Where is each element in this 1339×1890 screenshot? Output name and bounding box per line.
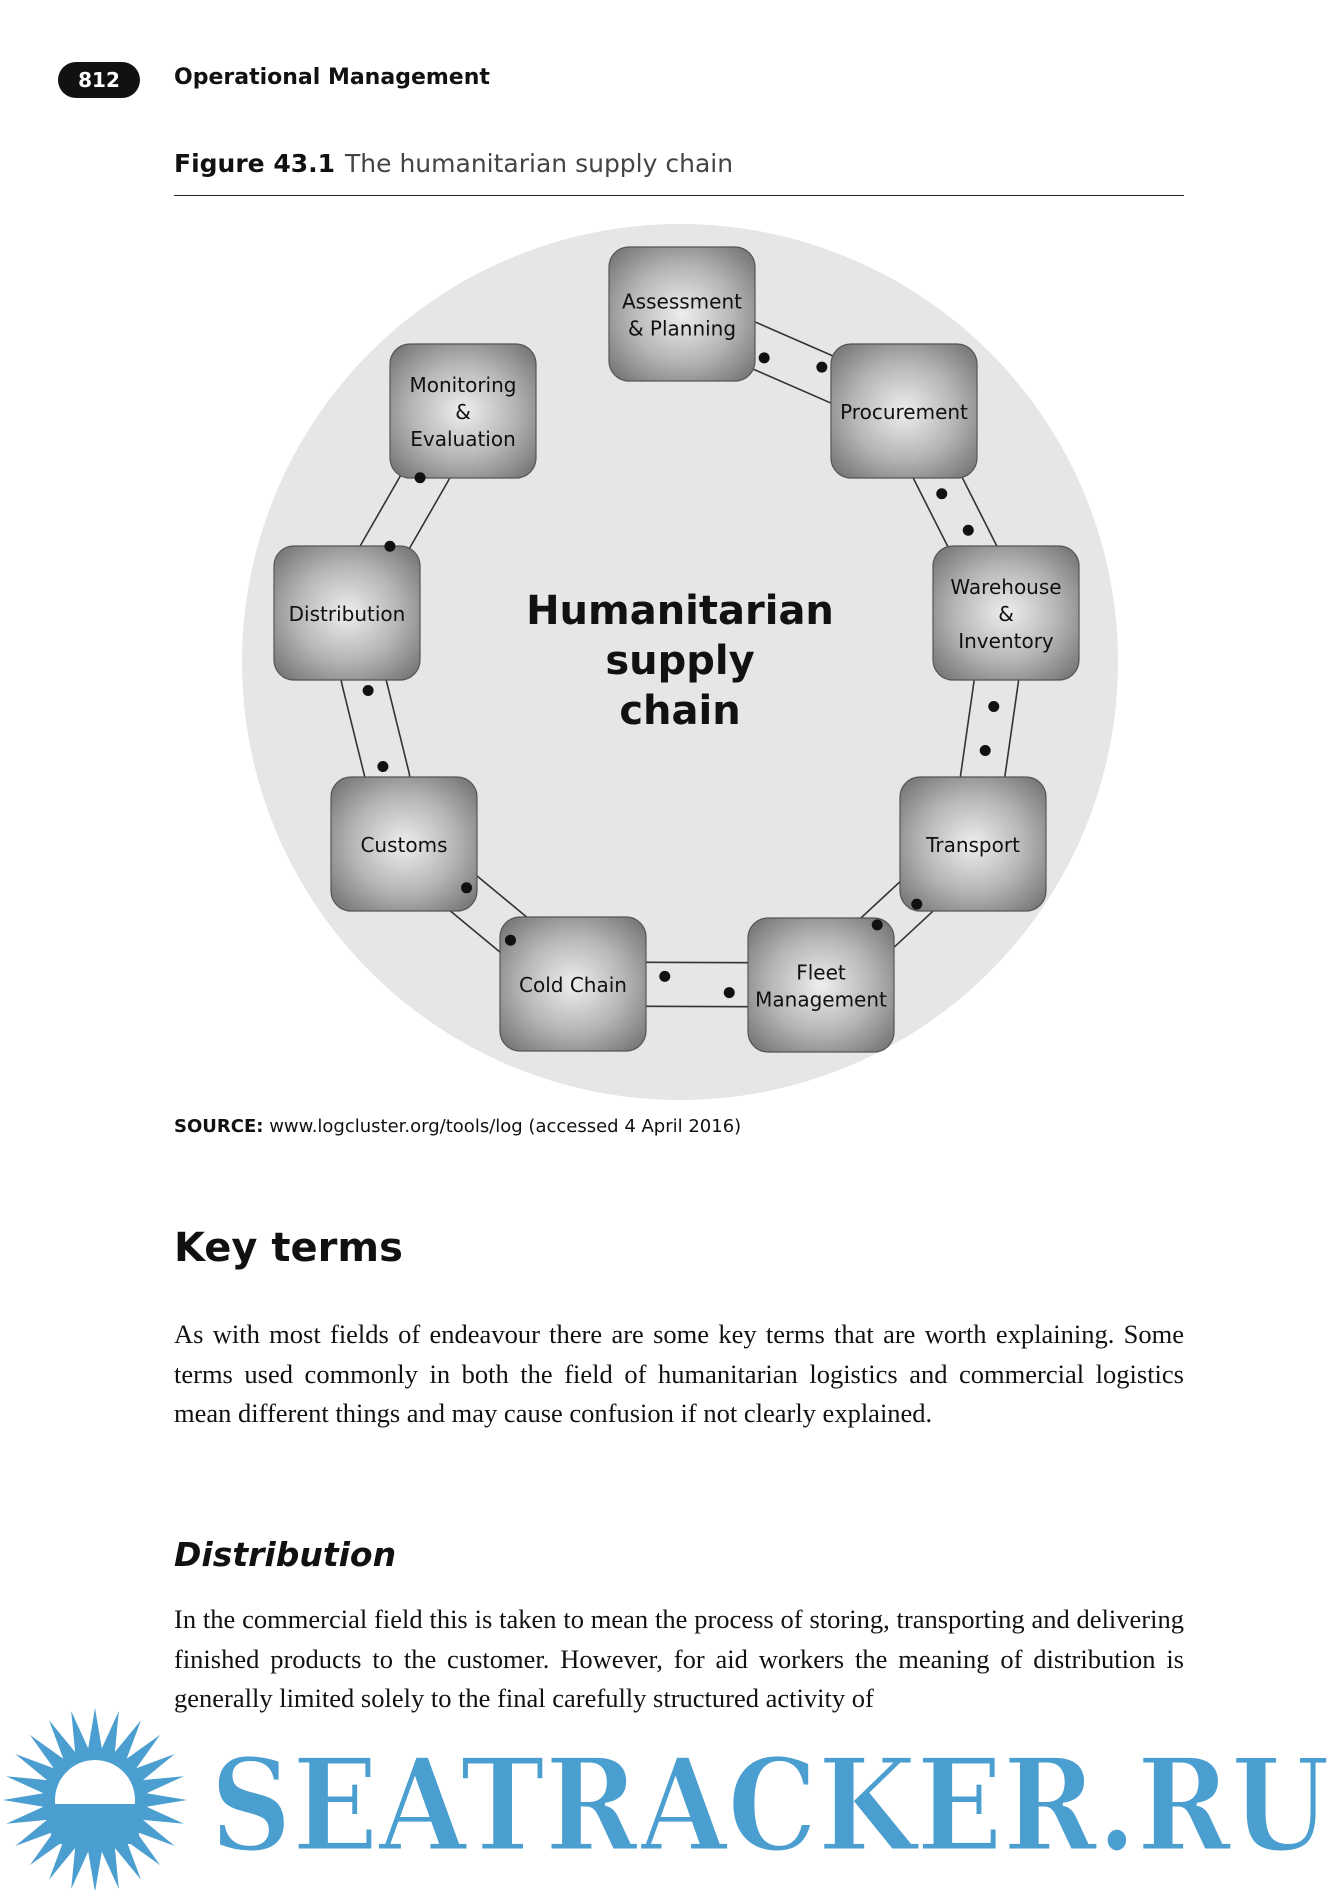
link-dot	[963, 525, 974, 536]
node-label: Inventory	[958, 629, 1054, 653]
node-label: Fleet	[796, 960, 846, 985]
link-dot	[911, 899, 922, 910]
node-label: Management	[755, 987, 887, 1012]
node-label: &	[455, 400, 471, 424]
node-warehouse	[933, 546, 1079, 680]
running-title: Operational Management	[174, 65, 490, 90]
node-label: Procurement	[840, 400, 968, 424]
link-dot	[377, 761, 388, 772]
node-label: Assessment	[622, 289, 742, 314]
key-terms-heading: Key terms	[174, 1225, 403, 1271]
node-label: Customs	[360, 833, 448, 857]
center-label-line-3: chain	[619, 688, 741, 734]
center-label-line-1: Humanitarian	[526, 588, 834, 634]
distribution-heading: Distribution	[174, 1535, 397, 1574]
watermark	[0, 1700, 1339, 1890]
node-label: & Planning	[627, 316, 737, 341]
node-monitoring	[390, 344, 536, 478]
sun-horizon	[51, 1804, 139, 1844]
node-procurement	[831, 344, 977, 478]
link-dot	[384, 541, 395, 552]
node-distribution	[274, 546, 420, 680]
link-dot	[415, 472, 426, 483]
link-dot	[936, 488, 947, 499]
center-label-line-2: supply	[605, 638, 755, 684]
link-dot	[659, 971, 670, 982]
link-dot	[872, 919, 883, 930]
node-assessment	[609, 247, 755, 381]
source-text: www.logcluster.org/tools/log (accessed 4 April 2016)	[269, 1116, 742, 1137]
node-label: Warehouse	[950, 575, 1062, 599]
node-label: Distribution	[288, 602, 406, 626]
link-dot	[816, 362, 827, 373]
figure-title: The humanitarian supply chain	[345, 149, 734, 178]
node-customs	[331, 777, 477, 911]
page-number-badge: 812	[58, 62, 140, 98]
link-dot	[461, 882, 472, 893]
link-dot	[363, 685, 374, 696]
source-label: SOURCE:	[174, 1116, 264, 1137]
link-dot	[759, 352, 770, 363]
watermark-text: SEATRACKER.RU	[210, 1731, 1330, 1881]
node-fleet	[748, 918, 894, 1052]
node-cold-chain	[500, 917, 646, 1051]
link-dot	[724, 987, 735, 998]
node-label: Cold Chain	[519, 973, 627, 997]
link-dot	[505, 935, 516, 946]
link-dot	[988, 701, 999, 712]
node-box	[609, 247, 755, 381]
node-label: &	[998, 602, 1014, 626]
node-label: Evaluation	[410, 427, 516, 451]
node-label: Transport	[926, 833, 1020, 857]
node-label: Monitoring	[409, 373, 517, 397]
key-terms-paragraph: As with most fields of endeavour there are some key terms that are worth explaining. Some terms used commonly in both the field of humanitarian logistics and commercial logistics mean different things and may cause confusion if not clearly explained.	[174, 1319, 1184, 1428]
sun-logo-icon	[3, 1708, 187, 1890]
figure-source	[174, 1116, 741, 1137]
node-transport	[900, 777, 1046, 911]
figure-number: Figure 43.1	[174, 149, 336, 178]
distribution-paragraph: In the commercial field this is taken to mean the process of storing, transporting and delivering finished products to the customer. However, for aid workers the meaning of distribution is generally limited solely to the final carefully structured activity of	[174, 1604, 1184, 1713]
link-dot	[980, 745, 991, 756]
node-box	[748, 918, 894, 1052]
